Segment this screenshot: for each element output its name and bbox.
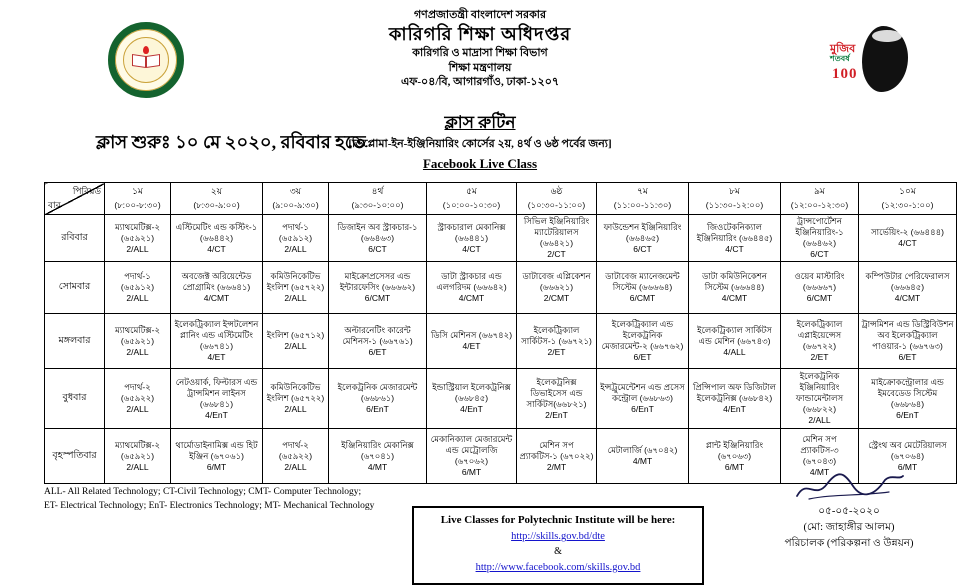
routine-cell [689,262,781,314]
title-area [0,108,960,182]
subject-name: মেটালার্জি (৬৭০৪২) [607,445,678,456]
semester-technology: 4/CT [725,243,744,254]
semester-technology: 4/MT [632,456,653,467]
period-time: (১২:৩০-১:০০) [881,200,934,210]
routine-cell [597,215,689,262]
routine-cell [171,262,263,314]
day-label: মঙ্গলবার [45,314,105,369]
routine-cell [689,369,781,429]
semester-technology: 6/MT [897,461,918,472]
mujib-portrait-hair [872,30,902,42]
live-classes-title: Live Classes for Polytechnic Institute will be here: [440,514,676,526]
semester-technology: 4/MT [809,467,830,478]
semester-technology: 6/CMT [629,293,656,304]
semester-technology: 6/ET [368,346,387,357]
subject-name: পদার্থ-২ (৬৫৯২২) [120,382,155,404]
semester-technology: 6/EnT [631,404,654,415]
day-label: রবিবার [45,215,105,262]
subject-name: ইন্সট্রুমেন্টেশন এন্ড প্রসেস কন্ট্রোল (৬৬৮৬৩) [600,382,685,404]
corner-cell [45,183,105,215]
organization-name: কারিগরি শিক্ষা অধিদপ্তর [388,23,572,44]
routine-cell [105,429,171,484]
routine-cell [171,429,263,484]
day-label: বুধবার [45,369,105,429]
semester-technology: 4/CT [207,243,226,254]
semester-technology: 6/CMT [364,293,391,304]
semester-technology: 2/ALL [284,293,307,304]
subject-name: মেকানিক্যাল মেজারমেন্ট এন্ড মেট্রোলজি (৬৭০৬২) [430,434,513,467]
semester-technology: 2/ALL [126,243,149,254]
period-time: (১১:০০-১১:৩০) [613,200,672,210]
period-time: (৮:০০-৮:৩০) [114,200,161,210]
subject-name: ডাটা স্ট্রাকচার এন্ড এলগরিদম (৬৬৬৪২) [436,271,507,293]
subject-name: প্লান্ট ইঞ্জিনিয়ারিং (৬৭০৬৩) [705,439,764,461]
routine-cell [427,314,517,369]
subject-name: মেশিন সপ প্র্যাকটিস-৩ (৬৭০৪৩) [800,434,839,467]
period-header [781,183,859,215]
period-label: ৩য় [289,186,302,196]
semester-technology: 6/ET [633,352,652,363]
routine-cell [427,262,517,314]
subject-name: ডাটাবেজ এপ্লিকেশন (৬৬৬২১) [522,271,591,293]
page-title: ক্লাস রুটিন [444,113,516,132]
class-routine-table [44,182,957,484]
semester-technology: 6/MT [461,467,482,478]
technology-legend [44,486,374,514]
period-header [105,183,171,215]
document-footer [0,484,960,583]
period-header [859,183,957,215]
period-time: (৯:০০-৯:৩০) [272,200,319,210]
corner-period-label: পিরিয়ড [72,186,101,196]
period-header [597,183,689,215]
routine-cell [427,369,517,429]
period-header [689,183,781,215]
routine-cell [597,262,689,314]
routine-cell [689,215,781,262]
routine-cell [781,262,859,314]
semester-technology: 4/CMT [458,293,485,304]
routine-cell [263,215,329,262]
division-line: কারিগরি ও মাদ্রাসা শিক্ষা বিভাগ [412,47,548,60]
routine-cell [105,314,171,369]
subject-name: ফাউন্ডেশন ইঞ্জিনিয়ারিং (৬৬৪৬৫) [603,221,682,243]
semester-technology: 4/MT [367,461,388,472]
semester-technology: 4/ALL [723,346,746,357]
semester-technology: 2/CMT [543,293,570,304]
routine-cell [263,314,329,369]
routine-cell [329,262,427,314]
subject-name: পদার্থ-১ (৬৫৯১২) [120,271,155,293]
subject-name: পদার্থ-২ (৬৫৯২২) [278,439,313,461]
semester-technology: 2/ALL [284,404,307,415]
routine-cell [517,262,597,314]
semester-technology: 6/ET [898,352,917,363]
signature-date: ০৫-০৫-২০২০ [818,506,880,517]
semester-technology: 2/ALL [126,346,149,357]
routine-cell [105,215,171,262]
period-label: ৯ম [814,186,825,196]
semester-technology: 4/CMT [894,293,921,304]
subject-name: ওয়েব মাস্টারিং (৬৬৬৬৭) [794,271,845,293]
subject-name: মাইক্রোকন্ট্রোলার এন্ড ইমবেডেড সিস্টেম (৬৬৮৬৪) [871,376,944,409]
semester-technology: 4/EnT [205,409,228,420]
routine-cell [263,369,329,429]
routine-cell [689,314,781,369]
subject-name: সার্ভেয়িং-২ (৬৬৪৪৪) [871,227,944,238]
live-classes-box [412,506,704,585]
routine-cell [329,429,427,484]
period-time: (৮:৩০-৯:০০) [193,200,240,210]
routine-cell [105,262,171,314]
semester-technology: 4/EnT [723,404,746,415]
routine-cell [517,314,597,369]
subject-name: পদার্থ-১ (৬৫৯১২) [278,221,313,243]
address-line: এফ-০৪/বি, আগারগাঁও, ঢাকা-১২০৭ [400,76,560,89]
routine-cell [781,215,859,262]
subject-name: সিভিল ইঞ্জিনিয়ারিং ম্যাটেরিয়ালস (৬৬৪২১) [523,216,590,249]
routine-row [45,369,957,429]
subject-name: ইলেকট্রিক্যাল এন্ড ইলেকট্রনিক মেজারমেন্ট-২ (৬৬৭৬২) [601,319,684,352]
legend-line-1: ALL- All Related Technology; CT-Civil Technology; CMT- Computer Technology; [44,487,362,497]
mujib-100-text: 100 [832,66,858,82]
period-header [329,183,427,215]
semester-technology: 4/CMT [721,293,748,304]
subject-name: ইলেকট্রিক্যাল ইন্সটলেশন প্লানিং এন্ড এস্টিমেটিং (৬৬৭৪১) [174,319,259,352]
routine-cell [263,262,329,314]
period-label: ১০ম [899,186,916,196]
routine-cell [427,215,517,262]
period-label: ১ম [132,186,143,196]
subject-name: ইঞ্জিনিয়ারিং মেকানিক্স (৬৭০৪১) [341,439,414,461]
routine-cell [329,314,427,369]
subject-name: কমিউনিকেটিভ ইংলিশ (৬৫৭২২) [266,271,325,293]
semester-technology: 2/MT [546,461,567,472]
subject-name: ইলেকট্রনিক ইঞ্জিনিয়ারিং ফান্ডামেন্টালস (৬৬৮২২) [795,371,844,415]
period-label: ৮ম [729,186,740,196]
routine-cell [517,429,597,484]
semester-technology: 4/ET [462,341,481,352]
table-header-row [45,183,957,215]
subject-name: ট্রান্সমিশন এন্ড ডিস্ট্রিবিউশন অব ইলেকট্রিক্যাল পাওয়ার-১ (৬৬৭৬৩) [861,319,954,352]
period-label: ৫ম [466,186,477,196]
signature-block [764,470,934,551]
routine-cell [171,215,263,262]
routine-cell [171,314,263,369]
semester-technology: 2/CT [547,249,566,260]
subject-name: ডাটাবেজ ম্যানেজমেন্ট সিস্টেম (৬৬৬৬৪) [605,271,680,293]
facebook-skills-link[interactable]: http://www.facebook.com/skills.gov.bd [475,562,641,573]
period-label: ২য় [210,186,223,196]
subject-name: ইলেকট্রনিক্স ডিভাইসেস এন্ড সার্কিটস(৬৬৮২১) [526,376,587,409]
semester-technology: 6/CT [810,249,829,260]
semester-technology: 2/ET [547,346,566,357]
subject-name: ইলেকট্রিক্যাল সার্কিটস এন্ড মেশিন (৬৬৭৪৩) [697,324,772,346]
semester-technology: 6/MT [724,461,745,472]
subject-name: ম্যাথমেটিক্স-২ (৬৫৯২১) [115,221,160,243]
routine-row [45,215,957,262]
subject-name: জিওটেকনিক্যাল ইঞ্জিনিয়ারিং (৬৬৪৪৫) [696,221,773,243]
subject-name: ডাটা কমিউনিকেশন সিস্টেম (৬৬৬৪৪) [702,271,767,293]
corner-day-label: বার [48,200,61,210]
semester-technology: 6/CMT [806,293,833,304]
subject-name: ম্যাথমেটিক্স-২ (৬৫৯২১) [115,324,160,346]
routine-cell [329,369,427,429]
period-header [263,183,329,215]
subject-name: কম্পিউটার পেরিফেরালস (৬৬৬৪৫) [865,271,950,293]
day-label: সোমবার [45,262,105,314]
period-header [171,183,263,215]
period-time: (১২:০০-১২:৩০) [790,200,849,210]
semester-technology: 2/ALL [284,243,307,254]
routine-row [45,314,957,369]
semester-technology: 6/EnT [896,409,919,420]
signature-icon [789,470,909,504]
routine-cell [859,215,957,262]
routine-cell [105,369,171,429]
shotoborsho-logo-text: শতবর্ষ [830,54,850,63]
subject-name: ইলেকট্রনিক মেজারমেন্ট (৬৬৮৬১) [337,382,418,404]
period-time: (৯:৩০-১০:০০) [351,200,404,210]
subject-name: প্রিন্সিপাল অফ ডিজিটাল ইলেকট্রনিক্স (৬৬৮৪২) [693,382,776,404]
routine-cell [859,314,957,369]
subject-name: অবজেক্ট অরিয়েন্টেড প্রোগ্রামিং (৬৬৬৪১) [181,271,252,293]
routine-cell [597,314,689,369]
subject-name: এস্টিমেটিং এন্ড কস্টিং-১ (৬৬৪৪২) [175,221,258,243]
semester-technology: 6/CT [368,243,387,254]
class-start-note: ক্লাস শুরুঃ ১০ মে ২০২০, রবিবার হতে [96,132,366,152]
document-header [0,0,960,108]
signatory-name: (মো: জাহাঙ্গীর আলম) [803,521,895,533]
routine-row [45,262,957,314]
subject-name: নেটওয়ার্ক, ফিল্টারস এন্ড ট্রান্সমিশন লাইনস (৬৬৮৪১) [175,376,258,409]
semester-technology: 4/CMT [203,293,230,304]
routine-cell [597,429,689,484]
semester-technology: 2/ALL [284,461,307,472]
period-label: ৬ষ্ঠ [550,186,563,196]
routine-cell [171,369,263,429]
routine-cell [781,369,859,429]
facebook-live-class-label: Facebook Live Class [422,156,538,171]
subject-name: স্ট্রেংথ অব মেটেরিয়ালস (৬৭০৬৪) [868,439,947,461]
ministry-line: শিক্ষা মন্ত্রণালয় [448,61,512,74]
subject-name: অল্টারনেটিং কারেন্ট মেশিনস-১ (৬৬৭৬১) [342,324,413,346]
routine-cell [427,429,517,484]
period-label: ৪র্থ [371,186,384,196]
subject-name: ম্যাথমেটিক্স-২ (৬৫৯২১) [115,439,160,461]
routine-cell [329,215,427,262]
header-text-block [0,8,960,90]
semester-technology: 2/ALL [284,341,307,352]
routine-cell [859,262,957,314]
subject-name: থার্মোডাইনামিক্স এন্ড হিট ইঞ্জিন (৬৭০৬১) [175,439,258,461]
routine-cell [781,314,859,369]
skills-gov-link[interactable]: http://skills.gov.bd/dte [511,531,605,542]
subject-name: ইলেকট্রিক্যাল এপ্লাইয়েন্সেস (৬৬৭২২) [796,319,843,352]
routine-cell [597,369,689,429]
semester-technology: 2/ALL [126,404,149,415]
semester-technology: 4/CT [898,238,917,249]
subject-name: ট্রান্সপোর্টেশন ইঞ্জিনিয়ারিং-১ (৬৬৪৬২) [795,216,844,249]
routine-cell [263,429,329,484]
subject-name: মাইক্রোপ্রসেসর এন্ড ইন্টারফেসিং (৬৬৬৬২) [339,271,416,293]
period-header [517,183,597,215]
period-header [427,183,517,215]
subject-name: ইলেকট্রিক্যাল সার্কিটস-১ (৬৬৭২১) [521,324,592,346]
subject-name: ইন্ডাস্ট্রিয়াল ইলেকট্রনিক্স (৬৬৮৪৫) [432,382,511,404]
semester-technology: 4/CT [462,243,481,254]
period-time: (১১:৩০-১২:০০) [705,200,764,210]
semester-technology: 4/ET [207,352,226,363]
subject-name: ডিজাইন অব স্ট্রাকচার-১ (৬৬৪৬৩) [337,221,418,243]
period-time: (১০:৩০-১১:০০) [527,200,586,210]
period-label: ৭ম [637,186,648,196]
routine-cell [517,215,597,262]
semester-technology: 2/ET [810,352,829,363]
semester-technology: 4/EnT [460,404,483,415]
mujib-borsho-logo [830,26,908,98]
ampersand-text: & [554,546,562,557]
signatory-designation: পরিচালক (পরিকল্পনা ও উন্নয়ন) [784,537,914,549]
semester-technology: 2/ALL [126,461,149,472]
subject-name: কমিউনিকেটিভ ইংলিশ (৬৫৭২২) [266,382,325,404]
routine-cell [517,369,597,429]
day-label: বৃহস্পতিবার [45,429,105,484]
government-line: গণপ্রজাতন্ত্রী বাংলাদেশ সরকার [413,9,547,21]
period-time: (১০:০০-১০:৩০) [442,200,501,210]
semester-technology: 6/MT [206,461,227,472]
mujib-logo-text: মুজিব [830,43,856,55]
semester-technology: 2/EnT [545,409,568,420]
semester-technology: 2/ALL [808,415,831,426]
legend-line-2: ET- Electrical Technology; EnT- Electronics Technology; MT- Mechanical Technology [44,500,375,511]
routine-cell [859,369,957,429]
subject-name: স্ট্রাকচারাল মেকানিক্স (৬৬৪৪১) [437,221,506,243]
course-note: [ডিপ্লোমা-ইন-ইঞ্জিনিয়ারিং কোর্সের ২য়, ৪র্থ ও ৬ষ্ঠ পর্বের জন্য] [348,138,612,150]
semester-technology: 6/EnT [366,404,389,415]
semester-technology: 6/CT [633,243,652,254]
subject-name: ইংলিশ (৬৫৭১২) [266,330,325,341]
semester-technology: 2/ALL [126,293,149,304]
subject-name: মেশিন সপ প্র্যাকটিস-১ (৬৭০২২) [519,439,594,461]
subject-name: ডিসি মেশিনস (৬৬৭৪২) [430,330,513,341]
